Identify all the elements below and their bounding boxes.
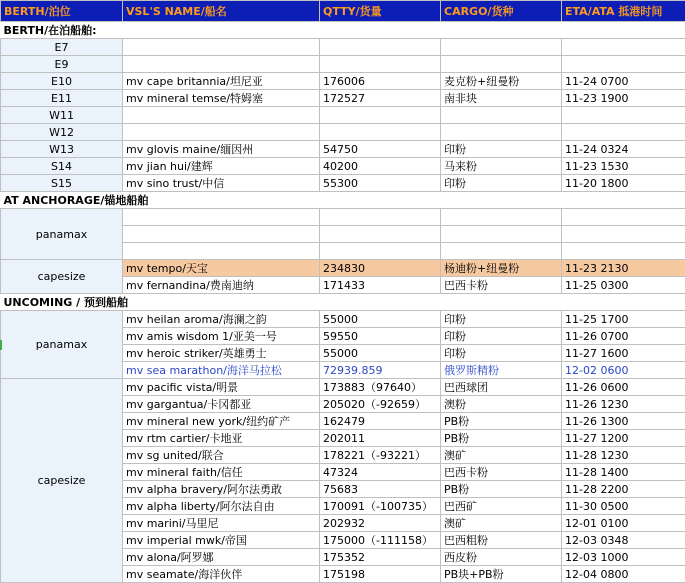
berth-row	[1, 56, 685, 73]
cell-cargo[interactable]: 俄罗斯精粉	[441, 362, 562, 379]
section-berth	[1, 22, 685, 39]
cell-cargo[interactable]: 南非块	[441, 90, 562, 107]
cell-name[interactable]: mv rtm cartier/卡地亚	[123, 430, 320, 447]
cell-cargo[interactable]	[441, 107, 562, 124]
cell-name[interactable]	[123, 209, 320, 226]
cell-qty[interactable]: 202932	[320, 515, 441, 532]
cell-name[interactable]: mv cape britannia/坦尼亚	[123, 73, 320, 90]
section-berth-title[interactable]: BERTH/在泊船舶:	[1, 22, 685, 39]
cell-qty[interactable]: 59550	[320, 328, 441, 345]
cell-eta[interactable]: 12-03 1000	[562, 549, 685, 566]
cell-eta[interactable]: 11-25 0300	[562, 277, 685, 294]
cell-cargo[interactable]	[441, 209, 562, 226]
cell-berth[interactable]: W11	[1, 107, 123, 124]
berth-row	[1, 124, 685, 141]
cell-cargo[interactable]: 印粉	[441, 141, 562, 158]
cell-name[interactable]: mv tempo/天宝	[123, 260, 320, 277]
cell-name[interactable]: mv seamate/海洋伙伴	[123, 566, 320, 583]
vessel-row	[1, 311, 685, 328]
cell-eta[interactable]	[562, 226, 685, 243]
cell-cargo[interactable]: 巴西矿	[441, 498, 562, 515]
cell-name[interactable]	[123, 226, 320, 243]
cell-eta[interactable]: 12-03 0348	[562, 532, 685, 549]
cell-qty[interactable]: 55300	[320, 175, 441, 192]
cell-qty[interactable]: 55000	[320, 311, 441, 328]
cell-cargo[interactable]: 印粉	[441, 175, 562, 192]
cell-qty[interactable]: 173883（97640）	[320, 379, 441, 396]
berth-row	[1, 158, 685, 175]
cell-qty[interactable]	[320, 56, 441, 73]
cell-qty[interactable]: 40200	[320, 158, 441, 175]
cell-qty[interactable]: 172527	[320, 90, 441, 107]
berth-row	[1, 175, 685, 192]
cell-cargo[interactable]: 印粉	[441, 311, 562, 328]
cell-qty[interactable]: 178221（-93221）	[320, 447, 441, 464]
cell-berth[interactable]: E11	[1, 90, 123, 107]
cell-cargo[interactable]: 澳矿	[441, 447, 562, 464]
cell-eta[interactable]: 12-04 0800	[562, 566, 685, 583]
header-vessel-name[interactable]: VSL'S NAME/船名	[123, 1, 320, 22]
berth-row	[1, 73, 685, 90]
cell-cargo[interactable]: 巴西卡粉	[441, 277, 562, 294]
cell-name[interactable]: mv jian hui/建辉	[123, 158, 320, 175]
cell-name[interactable]: mv pacific vista/明景	[123, 379, 320, 396]
cell-eta[interactable]: 11-26 1230	[562, 396, 685, 413]
cell-eta[interactable]: 11-28 2200	[562, 481, 685, 498]
cell-name[interactable]	[123, 107, 320, 124]
cell-qty[interactable]: 175198	[320, 566, 441, 583]
cell-eta[interactable]: 11-27 1600	[562, 345, 685, 362]
cell-eta[interactable]: 11-30 0500	[562, 498, 685, 515]
section-anchorage	[1, 192, 685, 209]
group-upcoming-capesize[interactable]: capesize	[1, 379, 123, 583]
cell-cargo[interactable]: 巴西粗粉	[441, 532, 562, 549]
berth-row	[1, 141, 685, 158]
cell-eta[interactable]	[562, 56, 685, 73]
cell-cargo[interactable]: 巴西球团	[441, 379, 562, 396]
cell-qty[interactable]	[320, 124, 441, 141]
cell-eta[interactable]: 11-24 0324	[562, 141, 685, 158]
cell-eta[interactable]: 11-28 1230	[562, 447, 685, 464]
cell-cargo[interactable]: PB粉	[441, 481, 562, 498]
cell-eta[interactable]: 12-01 0100	[562, 515, 685, 532]
cell-cargo[interactable]	[441, 124, 562, 141]
cell-eta[interactable]	[562, 243, 685, 260]
cell-cargo[interactable]	[441, 56, 562, 73]
cell-name[interactable]: mv gargantua/卡冈都亚	[123, 396, 320, 413]
cell-cargo[interactable]: PB粉	[441, 430, 562, 447]
cell-eta[interactable]: 11-24 0700	[562, 73, 685, 90]
cell-name[interactable]: mv amis wisdom 1/亚美一号	[123, 328, 320, 345]
berth-row	[1, 107, 685, 124]
cell-qty[interactable]: 202011	[320, 430, 441, 447]
cell-cargo[interactable]: 马来粉	[441, 158, 562, 175]
cell-cargo[interactable]: 西皮粉	[441, 549, 562, 566]
cell-berth[interactable]: S15	[1, 175, 123, 192]
cell-eta[interactable]	[562, 39, 685, 56]
cell-cargo[interactable]	[441, 226, 562, 243]
cell-qty[interactable]: 176006	[320, 73, 441, 90]
cell-qty[interactable]: 55000	[320, 345, 441, 362]
vessel-row	[1, 209, 685, 226]
cell-qty[interactable]	[320, 243, 441, 260]
vessel-row	[1, 379, 685, 396]
cell-eta[interactable]: 11-26 0700	[562, 328, 685, 345]
cell-eta[interactable]	[562, 124, 685, 141]
cell-qty[interactable]: 205020（-92659）	[320, 396, 441, 413]
cell-cargo[interactable]: PB块+PB粉	[441, 566, 562, 583]
header-eta[interactable]: ETA/ATA 抵港时间	[562, 1, 685, 22]
cell-name[interactable]	[123, 124, 320, 141]
cell-cargo[interactable]	[441, 39, 562, 56]
cell-name[interactable]: mv mineral new york/纽约矿产	[123, 413, 320, 430]
cell-name[interactable]: mv sea marathon/海洋马拉松	[123, 362, 320, 379]
cell-cargo[interactable]: 巴西卡粉	[441, 464, 562, 481]
cell-eta[interactable]: 11-23 2130	[562, 260, 685, 277]
cell-eta[interactable]: 11-23 1530	[562, 158, 685, 175]
cell-qty[interactable]	[320, 39, 441, 56]
cell-qty[interactable]: 171433	[320, 277, 441, 294]
cell-cargo[interactable]	[441, 243, 562, 260]
berth-row	[1, 90, 685, 107]
cell-berth[interactable]: E9	[1, 56, 123, 73]
cell-eta[interactable]	[562, 209, 685, 226]
cell-berth[interactable]: E10	[1, 73, 123, 90]
cell-berth[interactable]: W12	[1, 124, 123, 141]
cell-eta[interactable]: 12-02 0600	[562, 362, 685, 379]
cell-eta[interactable]: 11-20 1800	[562, 175, 685, 192]
cell-berth[interactable]: S14	[1, 158, 123, 175]
cell-qty[interactable]: 72939.859	[320, 362, 441, 379]
cell-qty[interactable]: 175352	[320, 549, 441, 566]
cell-qty[interactable]: 47324	[320, 464, 441, 481]
berth-row	[1, 39, 685, 56]
cell-cargo[interactable]: 麦克粉+纽曼粉	[441, 73, 562, 90]
cell-name[interactable]: mv fernandina/费南迪纳	[123, 277, 320, 294]
row-marker	[0, 340, 2, 350]
cell-qty[interactable]: 175000（-111158）	[320, 532, 441, 549]
cell-qty[interactable]	[320, 107, 441, 124]
cell-eta[interactable]: 11-26 1300	[562, 413, 685, 430]
cell-cargo[interactable]: 杨迪粉+纽曼粉	[441, 260, 562, 277]
cell-qty[interactable]: 162479	[320, 413, 441, 430]
cell-name[interactable]: mv marini/马里尼	[123, 515, 320, 532]
cell-name[interactable]	[123, 243, 320, 260]
cell-qty[interactable]: 75683	[320, 481, 441, 498]
cell-name[interactable]	[123, 39, 320, 56]
header-quantity[interactable]: QTTY/货量	[320, 1, 441, 22]
cell-qty[interactable]	[320, 209, 441, 226]
group-anchorage-capesize[interactable]: capesize	[1, 260, 123, 294]
cell-qty[interactable]: 234830	[320, 260, 441, 277]
header-row	[1, 1, 685, 22]
group-anchorage-panamax[interactable]: panamax	[1, 209, 123, 260]
vessel-row	[1, 260, 685, 277]
cell-name[interactable]: mv heroic striker/英雄勇士	[123, 345, 320, 362]
cell-berth[interactable]: E7	[1, 39, 123, 56]
cell-cargo[interactable]: PB粉	[441, 413, 562, 430]
cell-cargo[interactable]: 印粉	[441, 328, 562, 345]
cell-cargo[interactable]: 澳矿	[441, 515, 562, 532]
cell-eta[interactable]: 11-27 1200	[562, 430, 685, 447]
cell-eta[interactable]: 11-26 0600	[562, 379, 685, 396]
cell-name[interactable]: mv imperial mwk/帝国	[123, 532, 320, 549]
cell-name[interactable]: mv alona/阿罗娜	[123, 549, 320, 566]
cell-eta[interactable]: 11-25 1700	[562, 311, 685, 328]
cell-name[interactable]: mv mineral faith/信任	[123, 464, 320, 481]
cell-name[interactable]: mv sino trust/中信	[123, 175, 320, 192]
header-cargo[interactable]: CARGO/货种	[441, 1, 562, 22]
cell-qty[interactable]: 170091（-100735）	[320, 498, 441, 515]
section-anchorage-title[interactable]: AT ANCHORAGE/锚地船舶	[1, 192, 685, 209]
cell-berth[interactable]: W13	[1, 141, 123, 158]
cell-cargo[interactable]: 澳粉	[441, 396, 562, 413]
cell-name[interactable]: mv sg united/联合	[123, 447, 320, 464]
cell-name[interactable]	[123, 56, 320, 73]
cell-eta[interactable]: 11-28 1400	[562, 464, 685, 481]
header-berth[interactable]: BERTH/泊位	[1, 1, 123, 22]
cell-name[interactable]: mv heilan aroma/海澜之韵	[123, 311, 320, 328]
cell-cargo[interactable]: 印粉	[441, 345, 562, 362]
group-upcoming-panamax[interactable]: panamax	[1, 311, 123, 379]
cell-qty[interactable]: 54750	[320, 141, 441, 158]
section-upcoming	[1, 294, 685, 311]
cell-name[interactable]: mv alpha bravery/阿尔法勇敢	[123, 481, 320, 498]
section-upcoming-title[interactable]: UNCOMING / 预到船舶	[1, 294, 685, 311]
cell-name[interactable]: mv mineral temse/特姆塞	[123, 90, 320, 107]
cell-eta[interactable]: 11-23 1900	[562, 90, 685, 107]
cell-eta[interactable]	[562, 107, 685, 124]
cell-name[interactable]: mv alpha liberty/阿尔法自由	[123, 498, 320, 515]
cell-qty[interactable]	[320, 226, 441, 243]
cell-name[interactable]: mv glovis maine/缅因州	[123, 141, 320, 158]
